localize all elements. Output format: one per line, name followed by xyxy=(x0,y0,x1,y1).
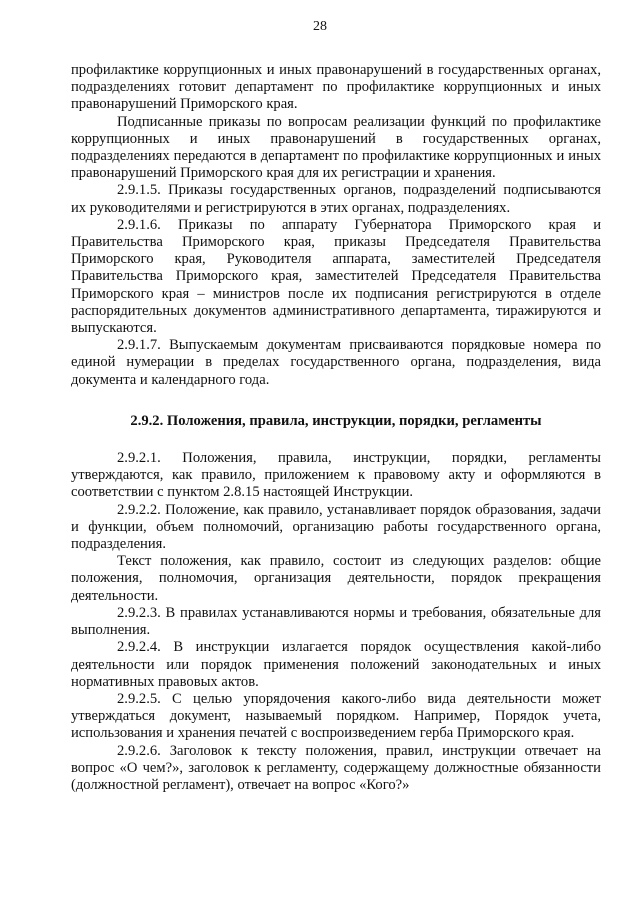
page-number: 28 xyxy=(313,19,327,34)
paragraph-2-9-2-4: 2.9.2.4. В инструкции излагается порядок осуществления какой-либо деятельности или порядок применения положений законодательных и иных нормативных правовых актов. xyxy=(71,639,601,690)
paragraph-2-9-1-5: 2.9.1.5. Приказы государственных органов, подразделений подписываются их руководителями и регистрируются в этих органах, подразделениях. xyxy=(71,182,601,216)
paragraph-2-9-2-5: 2.9.2.5. С целью упорядочения какого-либо вида деятельности может утверждаться документ, называемый порядком. Например, Порядок учета, использования и хранения печатей с воспроизведением герба Приморского края. xyxy=(71,690,601,742)
paragraph-signed-orders: Подписанные приказы по вопросам реализации функций по профилактике коррупционных и иных правонарушений в государственных органах, подразделениях передаются в департамент по профилактике коррупционных и иных правонарушений Приморского края для их регистрации и хранения. xyxy=(71,113,601,182)
section-heading: 2.9.2. Положения, правила, инструкции, порядки, регламенты xyxy=(130,412,542,429)
paragraph-2-9-2-1: 2.9.2.1. Положения, правила, инструкции, порядки, регламенты утверждаются, как правило, приложением к правовому акту и оформляются в соответствии с пунктом 2.8.15 настоящей Инструкции. xyxy=(71,450,601,501)
paragraph-regulation-structure: Текст положения, как правило, состоит из следующих разделов: общие положения, полномочия, организация деятельности, порядок прекращения деятельности. xyxy=(71,553,601,604)
paragraph-2-9-1-6: 2.9.1.6. Приказы по аппарату Губернатора Приморского края и Правительства Приморского края, приказы Председателя Правительства Приморского края, Руководителя аппарата, заместителей Председателя Правительства Приморского края, заместителей Председателя Правительства Приморского края – министров после их подписания регистрируются в отделе распорядительных документов административного департамента, тиражируются и выпускаются. xyxy=(71,216,601,337)
paragraph-2-9-2-3: 2.9.2.3. В правилах устанавливаются нормы и требования, обязательные для выполнения. xyxy=(71,604,601,639)
document-body xyxy=(71,62,601,794)
paragraph-continuation: профилактике коррупционных и иных правонарушений в государственных органах, подразделениях готовит департамент по профилактике коррупционных и иных правонарушений Приморского края. xyxy=(71,62,601,113)
paragraph-2-9-2-6: 2.9.2.6. Заголовок к тексту положения, правил, инструкции отвечает на вопрос «О чем?», заголовок к регламенту, содержащему должностные обязанности (должностной регламент), отвечает на вопрос «Кого?» xyxy=(71,742,601,793)
paragraph-2-9-2-2: 2.9.2.2. Положение, как правило, устанавливает порядок образования, задачи и функции, объем полномочий, организацию работы государственного органа, подразделения. xyxy=(71,501,601,553)
paragraph-2-9-1-7: 2.9.1.7. Выпускаемым документам присваиваются порядковые номера по единой нумерации в пределах государственного органа, подразделения, вида документа и календарного года. xyxy=(71,337,601,388)
